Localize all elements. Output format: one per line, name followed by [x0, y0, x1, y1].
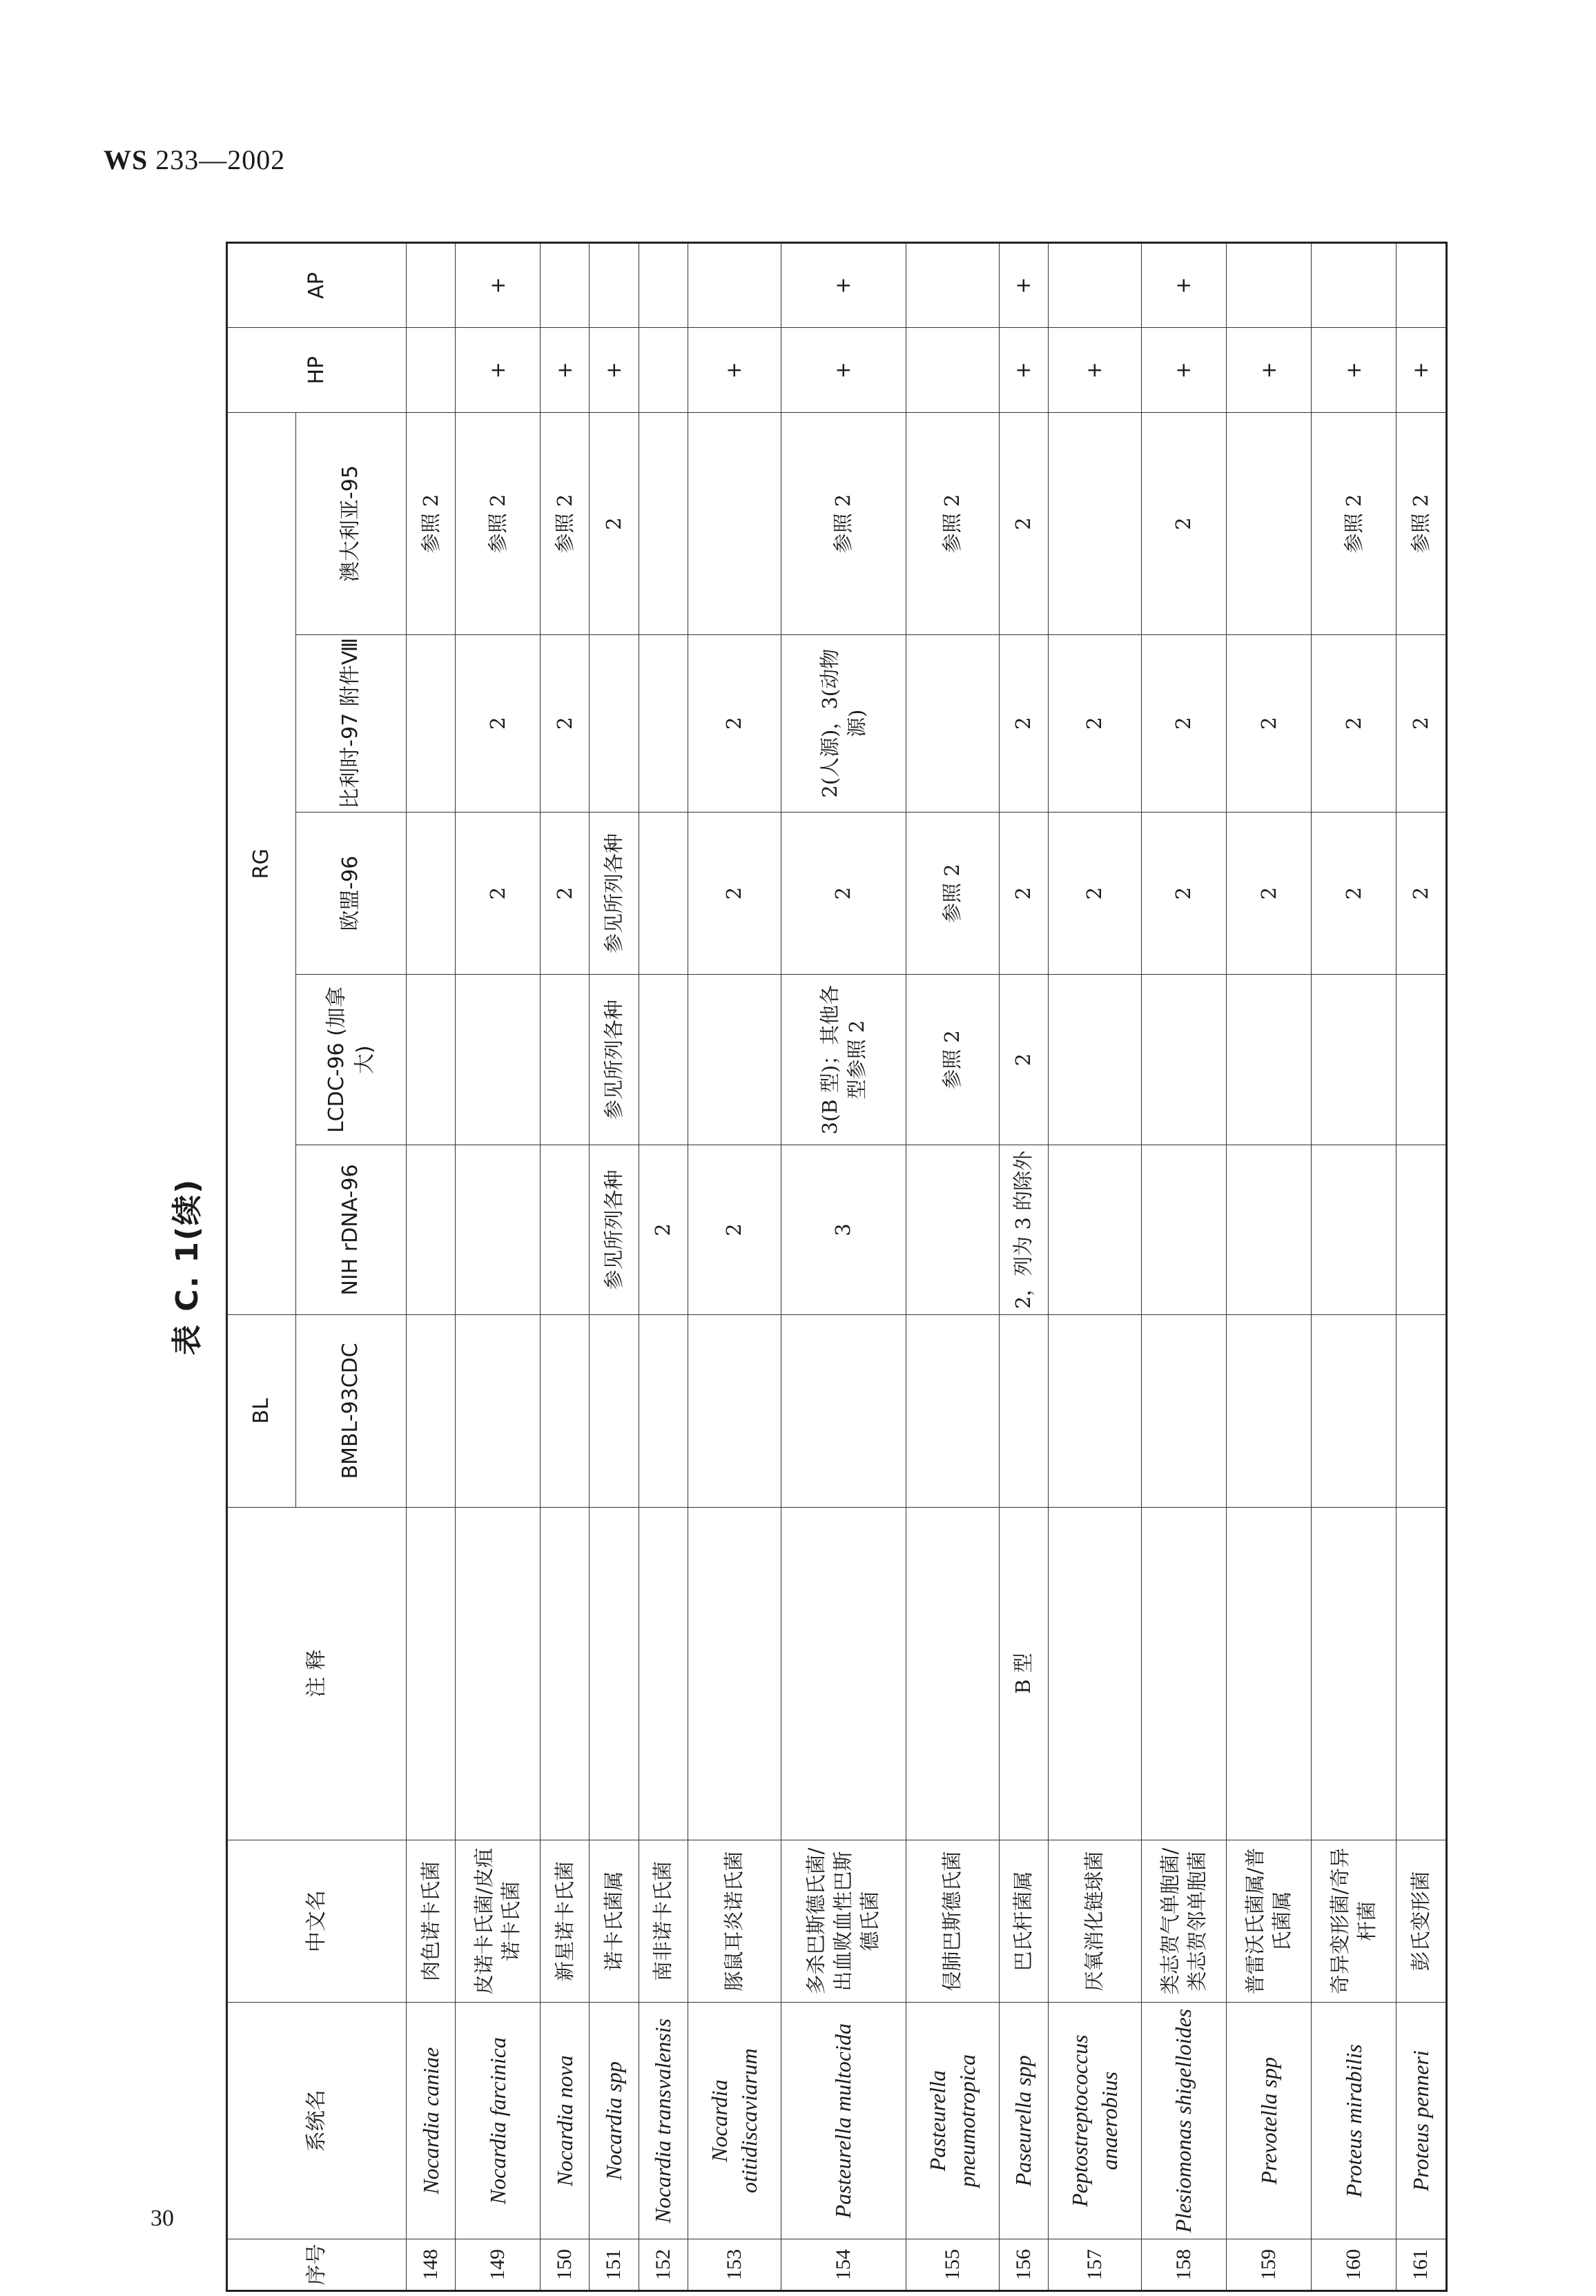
- cell-system-name: Nocardia nova: [541, 2003, 590, 2239]
- cell-bmbl: [456, 1315, 541, 1507]
- cell-eu: 2: [1142, 812, 1227, 975]
- cell-ap: [639, 243, 688, 328]
- cell-system-name: Nocardia spp: [590, 2003, 639, 2239]
- cell-bmbl: [1312, 1315, 1396, 1507]
- cell-hp: [906, 328, 999, 413]
- cell-belgium: [639, 634, 688, 812]
- header-hp: HP: [227, 328, 407, 413]
- table-caption: 表 C. 1(续): [170, 1178, 205, 1356]
- cell-lcdc: [639, 975, 688, 1145]
- cell-seq: 150: [541, 2239, 590, 2291]
- cell-nih: [1049, 1145, 1142, 1314]
- header-ap: AP: [227, 243, 407, 328]
- table-row: [688, 243, 781, 2291]
- header-seq: 序号: [227, 2239, 407, 2291]
- cell-eu: 参照 2: [906, 812, 999, 975]
- cell-belgium: 2(人源)，3(动物源): [781, 634, 906, 812]
- cell-notes: [541, 1507, 590, 1840]
- cell-belgium: 2: [688, 634, 781, 812]
- header-system-name: 系统名: [227, 2003, 407, 2239]
- cell-seq: 159: [1227, 2239, 1312, 2291]
- cell-nih: [1396, 1145, 1447, 1314]
- cell-lcdc: [688, 975, 781, 1145]
- cell-eu: [407, 812, 456, 975]
- cell-system-name: Pasteurella pneumotropica: [906, 2003, 999, 2239]
- cell-system-name: Proteus mirabilis: [1312, 2003, 1396, 2239]
- cell-lcdc: [1396, 975, 1447, 1145]
- cell-belgium: 2: [1227, 634, 1312, 812]
- cell-chinese-name: 皮诺卡氏菌/皮疽诺卡氏菌: [456, 1840, 541, 2003]
- cell-ap: +: [999, 243, 1048, 328]
- cell-notes: B 型: [999, 1507, 1048, 1840]
- cell-eu: 2: [781, 812, 906, 975]
- cell-belgium: 2: [541, 634, 590, 812]
- cell-lcdc: [1142, 975, 1227, 1145]
- cell-nih: 2，列为 3 的除外: [999, 1145, 1048, 1314]
- cell-chinese-name: 南非诺卡氏菌: [639, 1840, 688, 2003]
- cell-ap: [1227, 243, 1312, 328]
- cell-chinese-name: 普雷沃氏菌属/普氏菌属: [1227, 1840, 1312, 2003]
- cell-lcdc: [1227, 975, 1312, 1145]
- cell-lcdc: [407, 975, 456, 1145]
- data-table: [226, 242, 1448, 2292]
- cell-australia: 2: [999, 413, 1048, 634]
- cell-ap: [541, 243, 590, 328]
- cell-lcdc: [1312, 975, 1396, 1145]
- cell-nih: 参见所列各种: [590, 1145, 639, 1314]
- cell-eu: 2: [1049, 812, 1142, 975]
- header-notes: 注 释: [227, 1507, 407, 1840]
- cell-belgium: 2: [456, 634, 541, 812]
- cell-notes: [1227, 1507, 1312, 1840]
- cell-seq: 153: [688, 2239, 781, 2291]
- cell-nih: [1312, 1145, 1396, 1314]
- header-australia: 澳大利亚-95: [296, 413, 407, 634]
- cell-australia: [1049, 413, 1142, 634]
- page-number: 30: [150, 2206, 174, 2231]
- cell-notes: [1312, 1507, 1396, 1840]
- cell-nih: 2: [688, 1145, 781, 1314]
- cell-notes: [906, 1507, 999, 1840]
- cell-notes: [1049, 1507, 1142, 1840]
- cell-belgium: 2: [1312, 634, 1396, 812]
- cell-bmbl: [590, 1315, 639, 1507]
- cell-eu: 2: [541, 812, 590, 975]
- cell-eu: 2: [1227, 812, 1312, 975]
- cell-hp: +: [1396, 328, 1447, 413]
- cell-hp: +: [1227, 328, 1312, 413]
- table-row: [1049, 243, 1142, 2291]
- cell-notes: [590, 1507, 639, 1840]
- cell-bmbl: [541, 1315, 590, 1507]
- cell-seq: 152: [639, 2239, 688, 2291]
- cell-bmbl: [906, 1315, 999, 1507]
- cell-ap: [590, 243, 639, 328]
- cell-eu: 2: [688, 812, 781, 975]
- cell-australia: 2: [590, 413, 639, 634]
- header-belgium: 比利时-97 附件Ⅷ: [296, 634, 407, 812]
- cell-chinese-name: 奇异变形菌/奇异杆菌: [1312, 1840, 1396, 2003]
- cell-hp: +: [1312, 328, 1396, 413]
- cell-belgium: 2: [1142, 634, 1227, 812]
- cell-nih: [906, 1145, 999, 1314]
- cell-seq: 156: [999, 2239, 1048, 2291]
- cell-system-name: Peptostreptococcus anaerobius: [1049, 2003, 1142, 2239]
- cell-hp: +: [590, 328, 639, 413]
- cell-ap: [1312, 243, 1396, 328]
- cell-bmbl: [688, 1315, 781, 1507]
- header-rg: RG: [227, 413, 296, 1315]
- cell-hp: +: [541, 328, 590, 413]
- cell-bmbl: [1142, 1315, 1227, 1507]
- table-row: [1312, 243, 1396, 2291]
- cell-lcdc: 参见所列各种: [590, 975, 639, 1145]
- cell-chinese-name: 豚鼠耳炎诺氏菌: [688, 1840, 781, 2003]
- cell-australia: 参照 2: [541, 413, 590, 634]
- cell-ap: [1396, 243, 1447, 328]
- cell-system-name: Prevotella spp: [1227, 2003, 1312, 2239]
- cell-australia: [639, 413, 688, 634]
- cell-system-name: Paseurella spp: [999, 2003, 1048, 2239]
- cell-chinese-name: 厌氧消化链球菌: [1049, 1840, 1142, 2003]
- cell-australia: [1227, 413, 1312, 634]
- header-eu: 欧盟-96: [296, 812, 407, 975]
- table-row: [906, 243, 999, 2291]
- cell-belgium: 2: [999, 634, 1048, 812]
- rotated-table-page: [157, 242, 1448, 2292]
- cell-hp: +: [1049, 328, 1142, 413]
- cell-ap: +: [781, 243, 906, 328]
- cell-notes: [781, 1507, 906, 1840]
- cell-bmbl: [1049, 1315, 1142, 1507]
- cell-seq: 155: [906, 2239, 999, 2291]
- cell-hp: +: [1142, 328, 1227, 413]
- cell-notes: [1396, 1507, 1447, 1840]
- cell-system-name: Nocardia farcinica: [456, 2003, 541, 2239]
- header-bmbl: BMBL-93CDC: [296, 1315, 407, 1507]
- cell-chinese-name: 侵肺巴斯德氏菌: [906, 1840, 999, 2003]
- cell-nih: [1142, 1145, 1227, 1314]
- table-row: [590, 243, 639, 2291]
- table-row: [407, 243, 456, 2291]
- cell-nih: [1227, 1145, 1312, 1314]
- table-row: [781, 243, 906, 2291]
- table-row: [1142, 243, 1227, 2291]
- cell-belgium: [407, 634, 456, 812]
- cell-australia: 2: [1142, 413, 1227, 634]
- cell-system-name: Proteus penneri: [1396, 2003, 1447, 2239]
- cell-seq: 158: [1142, 2239, 1227, 2291]
- cell-eu: 参见所列各种: [590, 812, 639, 975]
- cell-hp: [639, 328, 688, 413]
- cell-notes: [456, 1507, 541, 1840]
- cell-eu: 2: [1396, 812, 1447, 975]
- table-row: [999, 243, 1048, 2291]
- cell-notes: [407, 1507, 456, 1840]
- cell-chinese-name: 类志贺气单胞菌/类志贺邻单胞菌: [1142, 1840, 1227, 2003]
- doc-code-prefix: WS: [104, 144, 148, 175]
- cell-bmbl: [1227, 1315, 1312, 1507]
- cell-system-name: Pasteurella multocida: [781, 2003, 906, 2239]
- cell-bmbl: [407, 1315, 456, 1507]
- cell-belgium: 2: [1049, 634, 1142, 812]
- table-row: [639, 243, 688, 2291]
- table-row: [456, 243, 541, 2291]
- cell-lcdc: [541, 975, 590, 1145]
- cell-nih: [407, 1145, 456, 1314]
- cell-belgium: [590, 634, 639, 812]
- cell-system-name: Plesiomonas shigelloides: [1142, 2003, 1227, 2239]
- cell-chinese-name: 多杀巴斯德氏菌/出血败血性巴斯德氏菌: [781, 1840, 906, 2003]
- cell-bmbl: [639, 1315, 688, 1507]
- cell-australia: 参照 2: [407, 413, 456, 634]
- cell-ap: [407, 243, 456, 328]
- cell-seq: 151: [590, 2239, 639, 2291]
- cell-lcdc: 参照 2: [906, 975, 999, 1145]
- cell-belgium: 2: [1396, 634, 1447, 812]
- cell-hp: +: [781, 328, 906, 413]
- cell-seq: 160: [1312, 2239, 1396, 2291]
- table-row: [1227, 243, 1312, 2291]
- cell-bmbl: [999, 1315, 1048, 1507]
- cell-chinese-name: 巴氏杆菌属: [999, 1840, 1048, 2003]
- table-container: [226, 242, 1448, 2292]
- cell-hp: +: [688, 328, 781, 413]
- table-row: [541, 243, 590, 2291]
- cell-seq: 157: [1049, 2239, 1142, 2291]
- cell-system-name: Nocardia caniae: [407, 2003, 456, 2239]
- cell-seq: 161: [1396, 2239, 1447, 2291]
- cell-australia: [688, 413, 781, 634]
- header-nih: NIH rDNA-96: [296, 1145, 407, 1314]
- cell-hp: +: [999, 328, 1048, 413]
- cell-australia: 参照 2: [456, 413, 541, 634]
- document-code: [104, 144, 285, 176]
- cell-bmbl: [1396, 1315, 1447, 1507]
- cell-australia: 参照 2: [1396, 413, 1447, 634]
- cell-nih: 2: [639, 1145, 688, 1314]
- table-row: [1396, 243, 1447, 2291]
- header-lcdc: LCDC-96 (加拿大): [296, 975, 407, 1145]
- cell-ap: +: [456, 243, 541, 328]
- cell-seq: 154: [781, 2239, 906, 2291]
- cell-seq: 148: [407, 2239, 456, 2291]
- cell-nih: 3: [781, 1145, 906, 1314]
- cell-eu: [639, 812, 688, 975]
- cell-chinese-name: 诺卡氏菌属: [590, 1840, 639, 2003]
- cell-seq: 149: [456, 2239, 541, 2291]
- header-chinese-name: 中文名: [227, 1840, 407, 2003]
- cell-australia: 参照 2: [1312, 413, 1396, 634]
- cell-system-name: Nocardia otitidiscaviarum: [688, 2003, 781, 2239]
- cell-ap: [1049, 243, 1142, 328]
- cell-eu: 2: [456, 812, 541, 975]
- doc-code-number: 233—2002: [155, 144, 286, 175]
- cell-notes: [688, 1507, 781, 1840]
- cell-chinese-name: 肉色诺卡氏菌: [407, 1840, 456, 2003]
- cell-ap: [688, 243, 781, 328]
- cell-belgium: [906, 634, 999, 812]
- cell-australia: 参照 2: [781, 413, 906, 634]
- cell-hp: +: [456, 328, 541, 413]
- cell-eu: 2: [1312, 812, 1396, 975]
- cell-ap: +: [1142, 243, 1227, 328]
- cell-notes: [639, 1507, 688, 1840]
- cell-system-name: Nocardia transvalensis: [639, 2003, 688, 2239]
- cell-chinese-name: 彭氏变形菌: [1396, 1840, 1447, 2003]
- cell-nih: [456, 1145, 541, 1314]
- cell-chinese-name: 新星诺卡氏菌: [541, 1840, 590, 2003]
- cell-lcdc: [456, 975, 541, 1145]
- cell-eu: 2: [999, 812, 1048, 975]
- cell-lcdc: 3(B 型)；其他各型参照 2: [781, 975, 906, 1145]
- cell-australia: 参照 2: [906, 413, 999, 634]
- cell-nih: [541, 1145, 590, 1314]
- cell-bmbl: [781, 1315, 906, 1507]
- cell-hp: [407, 328, 456, 413]
- table-body: [407, 243, 1447, 2291]
- cell-lcdc: [1049, 975, 1142, 1145]
- cell-ap: [906, 243, 999, 328]
- cell-lcdc: 2: [999, 975, 1048, 1145]
- cell-notes: [1142, 1507, 1227, 1840]
- header-bl: BL: [227, 1315, 296, 1507]
